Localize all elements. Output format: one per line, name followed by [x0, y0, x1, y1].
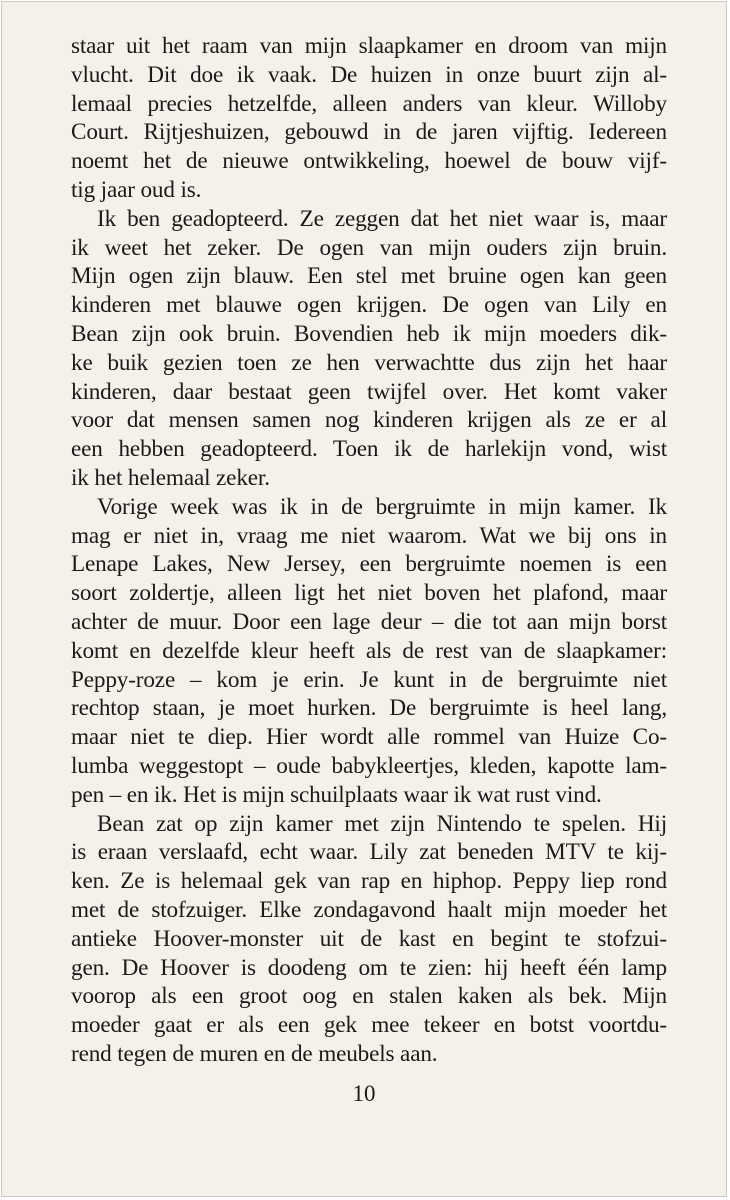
book-page — [1, 1, 727, 1197]
text-line: een hebben geadopteerd. Toen ik de harlekijn vond, wist — [71, 436, 667, 463]
text-line: ik weet het zeker. De ogen van mijn ouders zijn bruin. — [71, 234, 667, 261]
text-line: Court. Rijtjeshuizen, gebouwd in de jaren vijftig. Iedereen — [71, 119, 667, 146]
text-line: ken. Ze is helemaal gek van rap en hiphop. Peppy liep rond — [71, 868, 667, 895]
text-line: Lenape Lakes, New Jersey, een bergruimte noemen is een — [71, 551, 667, 578]
text-line: ik het helemaal zeker. — [71, 464, 270, 491]
paragraph — [71, 493, 667, 810]
paragraph — [71, 32, 667, 205]
text-line: staar uit het raam van mijn slaapkamer en droom van mijn — [71, 33, 667, 59]
text-line: kinderen met blauwe ogen krijgen. De ogen van Lily en — [71, 292, 667, 319]
paragraph — [71, 205, 667, 493]
text-line: Bean zijn ook bruin. Bovendien heb ik mijn moeders dik- — [71, 320, 667, 347]
text-line: Mijn ogen zijn blauw. Een stel met bruine ogen kan geen — [71, 263, 667, 290]
text-line: Vorige week was ik in de bergruimte in mijn kamer. Ik — [97, 493, 667, 520]
text-line: Peppy-roze – kom je erin. Je kunt in de bergruimte niet — [71, 666, 667, 693]
text-line: pen – en ik. Het is mijn schuilplaats waar ik wat rust vind. — [71, 781, 602, 808]
text-line: rechtop staan, je moet hurken. De bergruimte is heel lang, — [71, 695, 667, 722]
text-line: tig jaar oud is. — [71, 176, 202, 203]
body-text — [71, 32, 667, 1069]
text-line: achter de muur. Door een lage deur – die tot aan mijn borst — [71, 608, 667, 635]
text-line: mag er niet in, vraag me niet waarom. Wat we bij ons in — [71, 522, 667, 549]
text-line: met de stofzuiger. Elke zondagavond haalt mijn moeder het — [71, 896, 667, 923]
text-line: antieke Hoover-monster uit de kast en begint te stofzui- — [71, 925, 667, 952]
text-line: maar niet te diep. Hier wordt alle rommel van Huize Co- — [71, 724, 667, 751]
text-line: gen. De Hoover is doodeng om te zien: hij heeft één lamp — [71, 954, 667, 981]
text-line: Ik ben geadopteerd. Ze zeggen dat het niet waar is, maar — [97, 205, 667, 232]
text-line: soort zoldertje, alleen ligt het niet boven het plafond, maar — [71, 580, 667, 607]
text-line: kinderen, daar bestaat geen twijfel over. Het komt vaker — [71, 378, 667, 405]
text-line: voorop als een groot oog en stalen kaken als bek. Mijn — [71, 983, 667, 1010]
text-line: ke buik gezien toen ze hen verwachtte dus zijn het haar — [71, 349, 667, 376]
text-line: komt en dezelfde kleur heeft als de rest van de slaapkamer: — [71, 637, 667, 664]
text-line: noemt het de nieuwe ontwikkeling, hoewel de bouw vijf- — [71, 148, 667, 175]
text-line: lemaal precies hetzelfde, alleen anders van kleur. Willoby — [71, 90, 667, 117]
text-line: rend tegen de muren en de meubels aan. — [71, 1040, 438, 1067]
text-line: moeder gaat er als een gek mee tekeer en botst voortdu- — [71, 1012, 667, 1039]
paragraph — [71, 810, 667, 1069]
text-line: voor dat mensen samen nog kinderen krijgen als ze er al — [71, 407, 667, 434]
text-line: lumba weggestopt – oude babykleertjes, kleden, kapotte lam- — [71, 752, 667, 779]
text-line: Bean zat op zijn kamer met zijn Nintendo te spelen. Hij — [97, 810, 667, 837]
text-line: vlucht. Dit doe ik vaak. De huizen in onze buurt zijn al- — [71, 61, 667, 88]
text-line: is eraan verslaafd, echt waar. Lily zat beneden MTV te kij- — [71, 839, 667, 866]
page-number: 10 — [352, 1081, 376, 1106]
